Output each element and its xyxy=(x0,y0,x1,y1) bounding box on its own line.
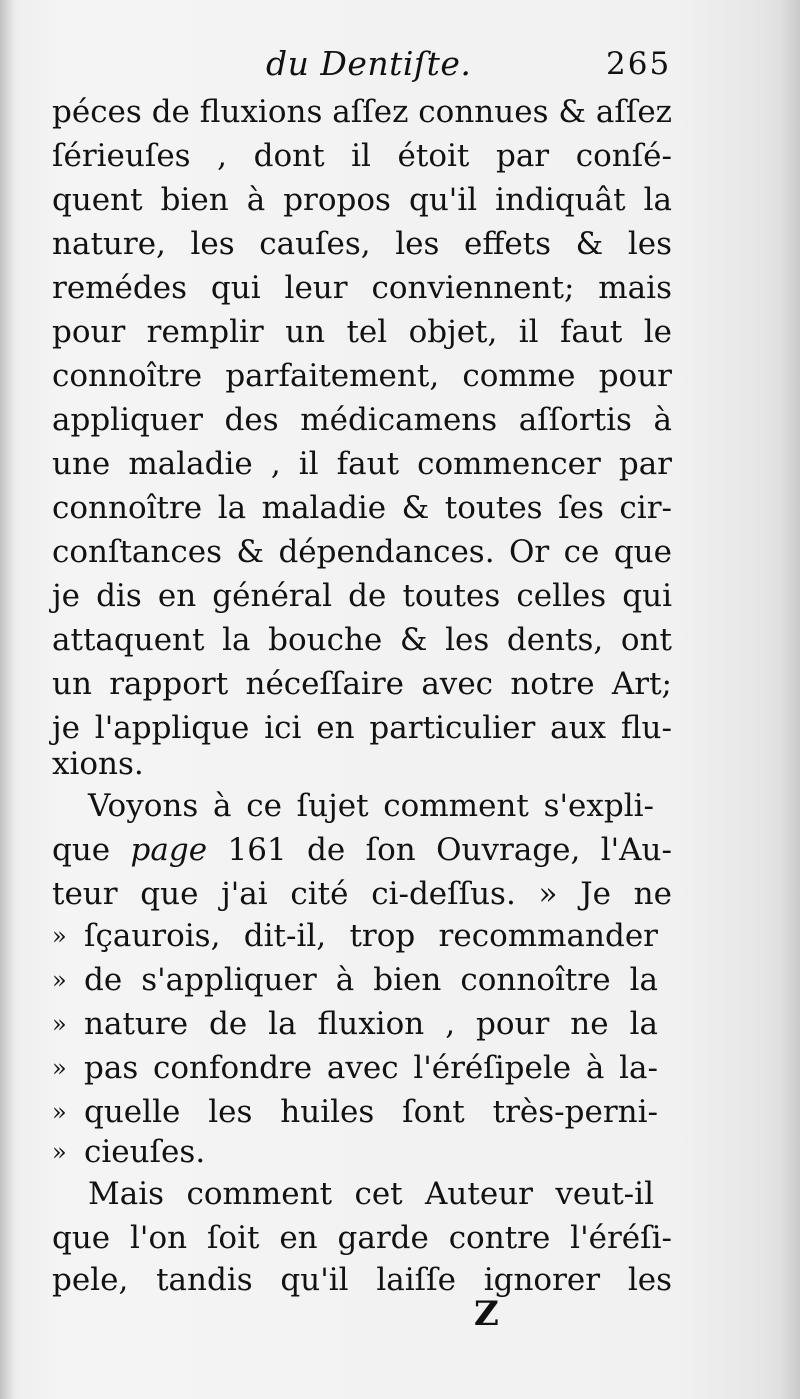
signature-mark: Z xyxy=(474,1294,499,1334)
quote-line xyxy=(52,1002,672,1046)
text-segment: que xyxy=(52,832,131,868)
quote-text: cieuſes. xyxy=(84,1134,206,1170)
quote-mark: » xyxy=(52,1010,67,1038)
text-line: appliquer des médicamens aſſortis à xyxy=(52,402,672,438)
text-line: remédes qui leur conviennent; mais xyxy=(52,270,672,306)
text-line: une maladie , il faut commencer par xyxy=(52,446,672,482)
text-line: attaquent la bouche & les dents, ont xyxy=(52,622,672,658)
quote-line xyxy=(52,958,672,1002)
text-line: pele, tandis qu'il laiſſe ignorer les xyxy=(52,1262,672,1298)
running-head: du Dentiſte. xyxy=(266,44,472,83)
text-line: connoître la maladie & toutes ſes cir- xyxy=(52,490,672,526)
quote-text: de s'appliquer à bien connoître la xyxy=(84,962,658,998)
text-line: un rapport néceſſaire avec notre Art; xyxy=(52,666,672,702)
quote-mark: » xyxy=(52,1138,67,1166)
text-line xyxy=(52,828,672,872)
text-line: que l'on ſoit en garde contre l'éréſi- xyxy=(52,1220,672,1256)
quote-text: ſçaurois, dit-il, trop recommander xyxy=(84,918,658,954)
text-line: ſérieuſes , dont il étoit par conſé- xyxy=(52,138,672,174)
quote-text: quelle les huiles ſont très-perni- xyxy=(84,1094,658,1130)
text-line: pour remplir un tel objet, il faut le xyxy=(52,314,672,350)
italic-word: page xyxy=(130,832,208,868)
text-line: je dis en général de toutes celles qui xyxy=(52,578,672,614)
quote-mark: » xyxy=(52,922,67,950)
quote-text: pas confondre avec l'éréſipele à la- xyxy=(84,1050,658,1086)
text-line: nature, les cauſes, les effets & les xyxy=(52,226,672,262)
quote-mark: » xyxy=(52,966,67,994)
text-line: je l'applique ici en particulier aux flu- xyxy=(52,710,672,746)
text-line: Voyons à ce ſujet comment s'expli- xyxy=(88,788,654,824)
quote-line xyxy=(52,1130,672,1174)
text-line: conſtances & dépendances. Or ce que xyxy=(52,534,672,570)
page-number: 265 xyxy=(606,46,672,82)
quote-text: nature de la fluxion , pour ne la xyxy=(84,1006,658,1042)
quote-line xyxy=(52,914,672,958)
text-line: xions. xyxy=(52,746,144,782)
text-line: quent bien à propos qu'il indiquât la xyxy=(52,182,672,218)
quote-line xyxy=(52,1046,672,1090)
text-line: connoître parfaitement, comme pour xyxy=(52,358,672,394)
text-line: péces de fluxions aſſez connues & aſſez xyxy=(52,94,672,130)
text-line: teur que j'ai cité ci-deſſus. » Je ne xyxy=(52,876,672,912)
text-segment: 161 de ſon Ouvrage, l'Au- xyxy=(207,832,672,868)
text-line: Mais comment cet Auteur veut-il xyxy=(88,1176,654,1212)
quote-mark: » xyxy=(52,1054,67,1082)
quote-mark: » xyxy=(52,1098,67,1126)
quote-line xyxy=(52,1090,672,1134)
